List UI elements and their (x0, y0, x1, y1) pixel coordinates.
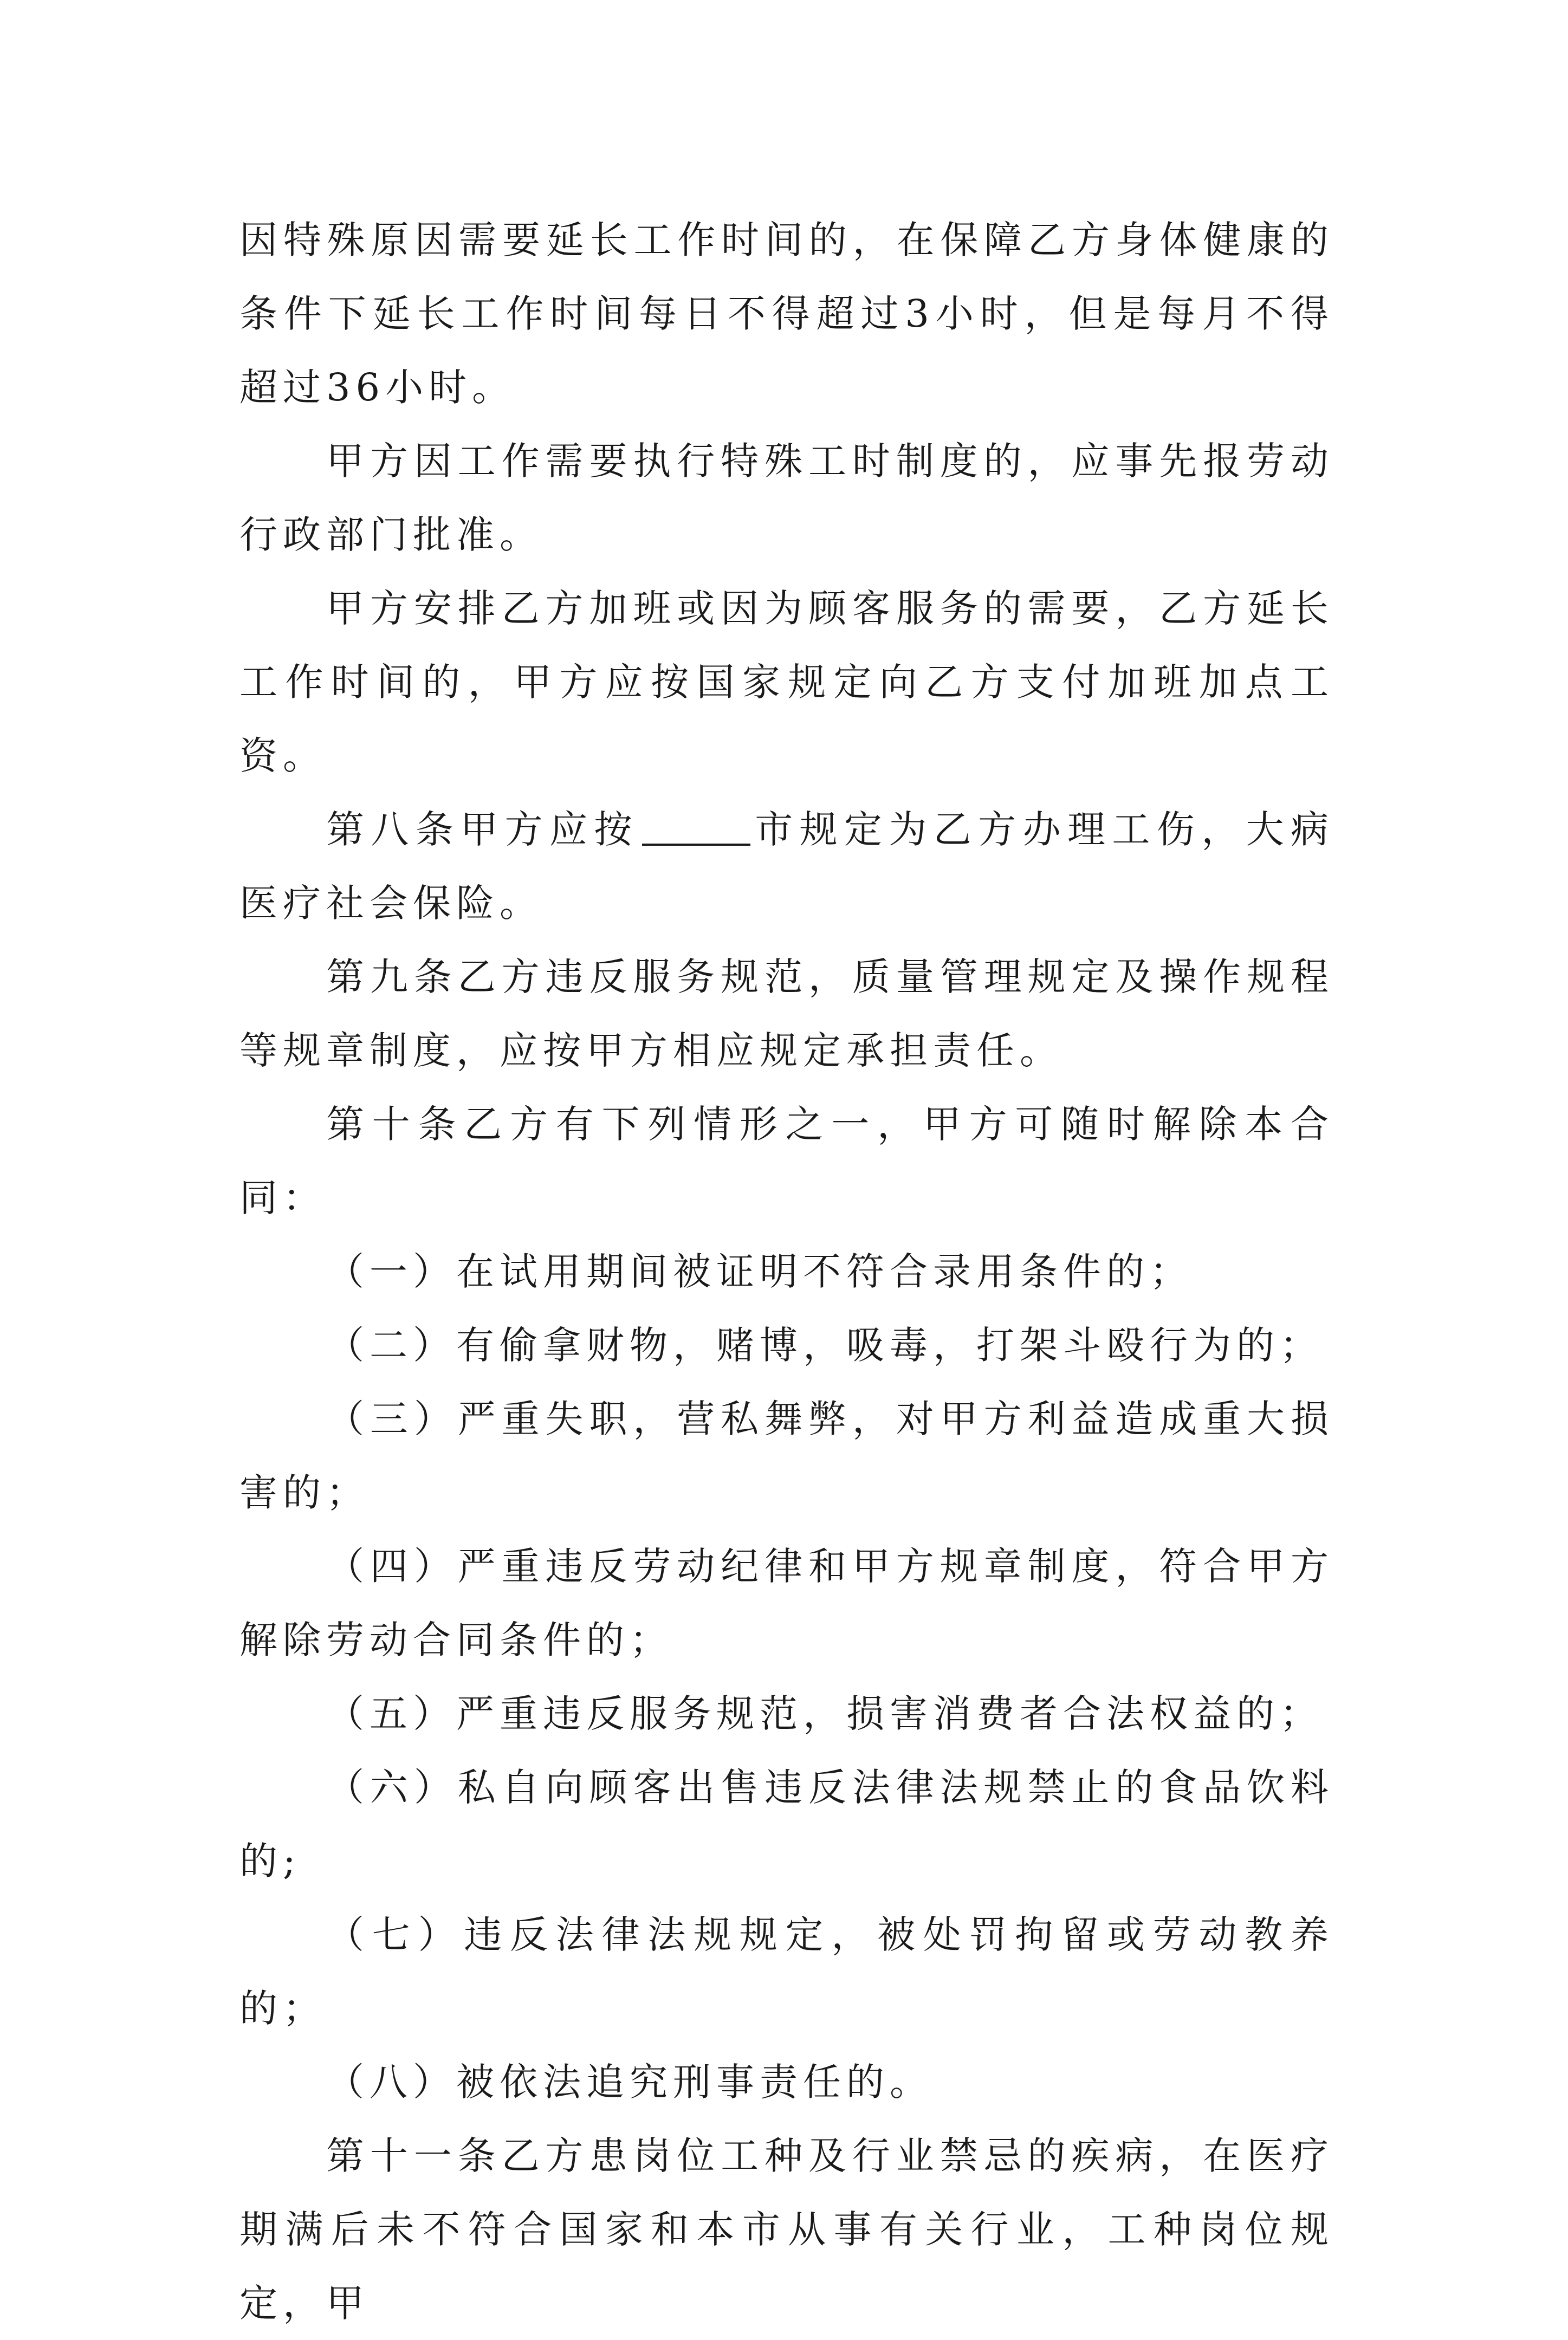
paragraph-article-11: 第十一条乙方患岗位工种及行业禁忌的疾病，在医疗期满后未不符合国家和本市从事有关行业，工种岗位规定，甲 (239, 2134, 1334, 2325)
fill-in-blank-city[interactable] (642, 806, 750, 846)
list-item-2: （二）有偷拿财物，赌博，吸毒，打架斗殴行为的； (326, 1323, 1323, 1367)
paragraph-article-9: 第九条乙方违反服务规范，质量管理规定及操作规程等规章制度，应按甲方相应规定承担责任。 (239, 955, 1334, 1073)
list-item-5: （五）严重违反服务规范，损害消费者合法权益的； (326, 1691, 1323, 1736)
list-item-7: （七）违反法律法规规定，被处罚拘留或劳动教养的； (239, 1913, 1334, 2031)
paragraph-article-10: 第十条乙方有下列情形之一，甲方可随时解除本合同： (239, 1102, 1334, 1220)
list-item-4: （四）严重违反劳动纪律和甲方规章制度，符合甲方解除劳动合同条件的； (239, 1544, 1334, 1662)
list-item-8: （八）被依法追究刑事责任的。 (326, 2060, 933, 2104)
paragraph-article-8 (239, 793, 1334, 940)
list-item-1: （一）在试用期间被证明不符合录用条件的； (326, 1249, 1193, 1294)
paragraph-special-hours: 甲方因工作需要执行特殊工时制度的，应事先报劳动行政部门批准。 (239, 439, 1334, 557)
article-8-text-before: 第八条甲方应按 (326, 807, 639, 852)
list-item-3: （三）严重失职，营私舞弊，对甲方利益造成重大损害的； (239, 1397, 1334, 1515)
document-body (239, 203, 1334, 2340)
list-item-6: （六）私自向顾客出售违反法律法规禁止的食品饮料的; (239, 1765, 1334, 1883)
paragraph-overtime-limit: 因特殊原因需要延长工作时间的，在保障乙方身体健康的条件下延长工作时间每日不得超过3小时，但是每月不得超过36小时。 (239, 218, 1334, 410)
paragraph-overtime-pay: 甲方安排乙方加班或因为顾客服务的需要，乙方延长工作时间的，甲方应按国家规定向乙方支付加班加点工资。 (239, 586, 1334, 778)
article-8-text-after: 市规定为乙方办理工伤，大病医疗社会保险。 (239, 807, 1334, 925)
